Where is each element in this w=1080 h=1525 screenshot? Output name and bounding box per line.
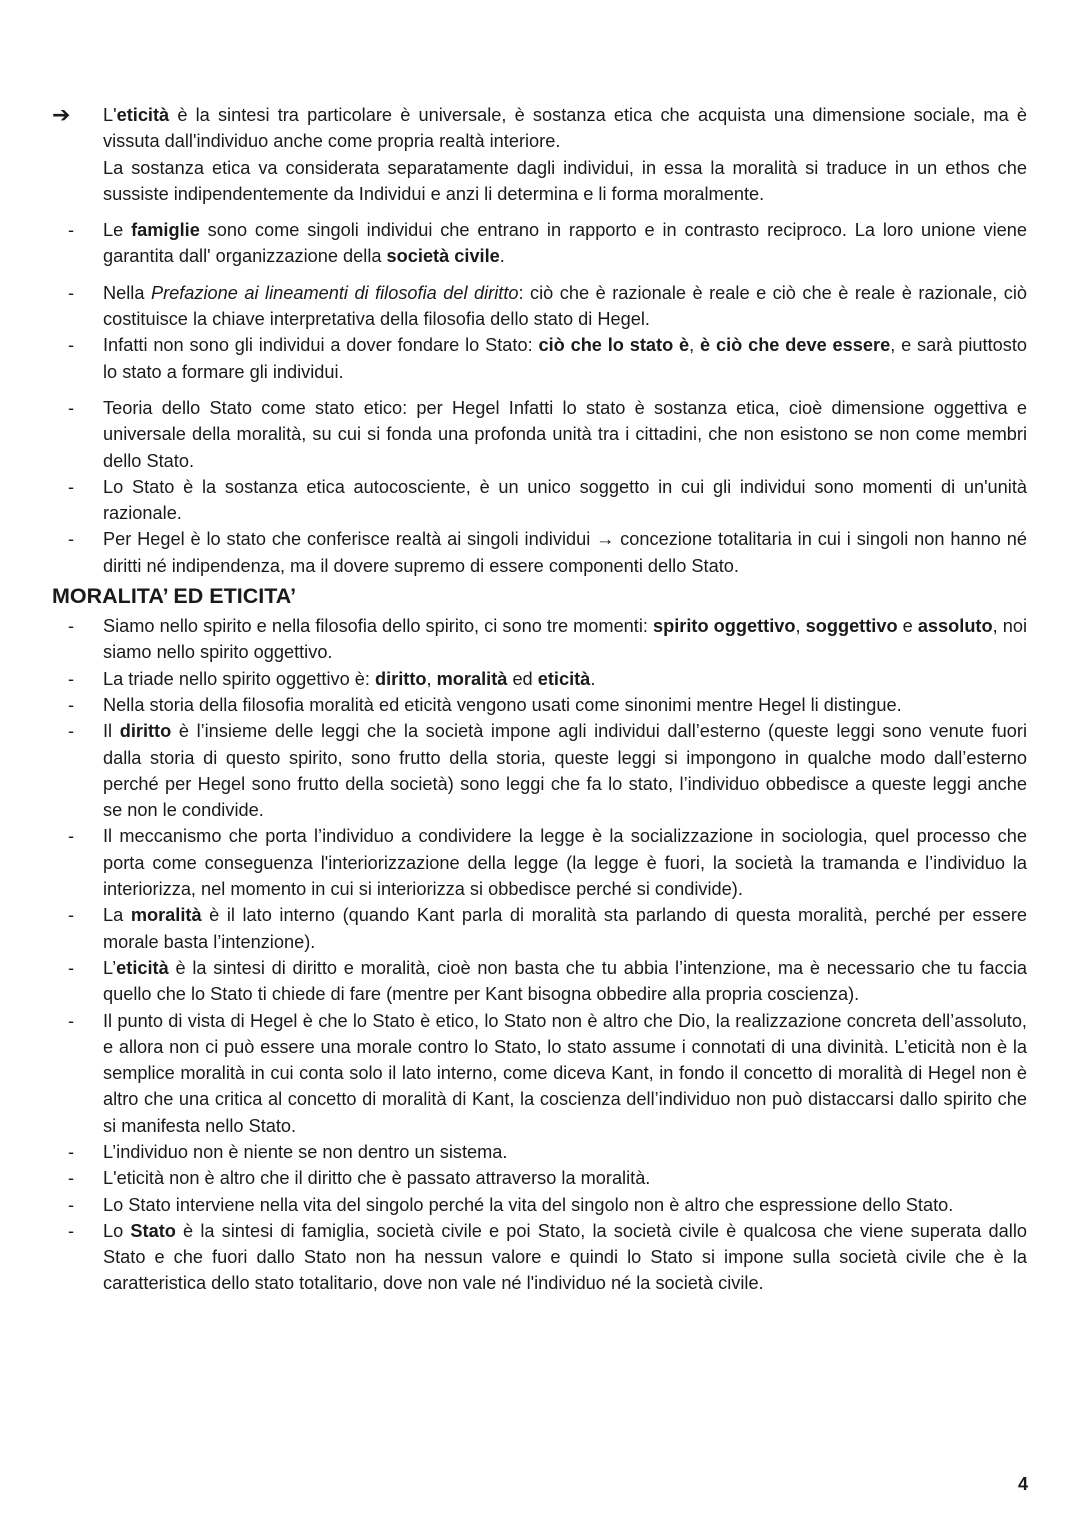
dash-bullet: - bbox=[68, 476, 75, 497]
dash-bullet: - bbox=[68, 957, 75, 978]
list-item bbox=[52, 526, 1027, 579]
bold-text: ciò che lo stato è bbox=[538, 335, 690, 356]
paragraph bbox=[103, 1218, 1027, 1297]
list-item bbox=[52, 613, 1027, 666]
dash-bullet: - bbox=[68, 694, 75, 715]
list-item bbox=[52, 395, 1027, 474]
paragraph bbox=[103, 217, 1027, 270]
text-run: La sostanza etica va considerata separatamente dagli individui, in essa la moralità si traduce in un ethos che sussiste indipendentemente da Individui e anzi li determina e li forma moralmente. bbox=[103, 157, 1027, 204]
list-item bbox=[52, 280, 1027, 333]
paragraph bbox=[103, 155, 1027, 208]
list-item bbox=[52, 666, 1027, 692]
text-run: Teoria dello Stato come stato etico: per Hegel Infatti lo stato è sostanza etica, cioè dimensione oggettiva e universale della moralità, su cui si fonda una profonda unità tra i cittadini, che non esistono se non come membri dello Stato. bbox=[103, 397, 1027, 471]
dash-bullet: - bbox=[68, 1010, 75, 1031]
bold-text: diritto bbox=[119, 721, 172, 742]
page-content bbox=[52, 102, 1027, 1297]
text-run: Infatti non sono gli individui a dover fondare lo Stato: bbox=[103, 335, 539, 356]
text-run: e bbox=[897, 616, 918, 637]
text-run: Nella bbox=[103, 282, 151, 303]
text-run: , noi siamo nello spirito oggettivo. bbox=[103, 616, 1027, 663]
text-run: è la sintesi tra particolare è universale, è sostanza etica che acquista una dimensione sociale, ma è vissuta dall'individuo anche come propria realtà interiore. bbox=[103, 105, 1027, 152]
bold-text: è ciò che deve essere bbox=[700, 335, 891, 356]
notes-section-moralita-eticita bbox=[52, 613, 1027, 1297]
section-heading: MORALITA’ ED ETICITA’ bbox=[52, 584, 297, 609]
list-item bbox=[52, 1165, 1027, 1191]
list-item bbox=[52, 823, 1027, 902]
bold-text: Stato bbox=[130, 1220, 176, 1241]
text-run: : ciò che è razionale è reale e ciò che è reale è razionale, ciò costituisce la chiave interpretativa della filosofia dello stato di Hegel. bbox=[103, 282, 1027, 330]
dash-bullet: - bbox=[68, 1220, 75, 1241]
list-item bbox=[52, 1218, 1027, 1297]
text-run: sono come singoli individui che entrano in rapporto e in contrasto reciproco. La loro unione viene garantita dall' organizzazione della bbox=[103, 220, 1027, 267]
text-run: L’ bbox=[103, 957, 117, 978]
list-item bbox=[52, 332, 1027, 385]
text-run: L' bbox=[103, 105, 117, 125]
dash-bullet: - bbox=[68, 721, 75, 742]
dash-bullet: - bbox=[68, 826, 75, 847]
paragraph bbox=[103, 718, 1027, 823]
bold-text: famiglie bbox=[131, 220, 200, 241]
list-item bbox=[52, 1139, 1027, 1165]
text-run: Lo Stato interviene nella vita del singolo perché la vita del singolo non è altro che espressione dello Stato. bbox=[103, 1194, 954, 1215]
paragraph bbox=[103, 526, 1027, 579]
text-run: . bbox=[499, 246, 505, 267]
text-run: La bbox=[103, 905, 131, 926]
bold-text: moralità bbox=[130, 905, 202, 926]
text-run: L'eticità non è altro che il diritto che è passato attraverso la moralità. bbox=[103, 1168, 651, 1189]
paragraph bbox=[103, 1139, 1027, 1165]
bold-text: società civile bbox=[386, 246, 500, 267]
bold-text: diritto bbox=[374, 668, 427, 689]
text-run: , bbox=[795, 616, 806, 637]
paragraph bbox=[103, 280, 1027, 333]
italic-text: Prefazione ai lineamenti di filosofia del diritto bbox=[150, 282, 519, 303]
dash-bullet: - bbox=[68, 1141, 75, 1162]
text-run: Il meccanismo che porta l’individuo a condividere la legge è la socializzazione in sociologia, quel processo che porta come conseguenza l'interiorizzazione della legge (la legge è fuori, la società la tramanda e l’individuo la interiorizza, nel momento in cui si interiorizza si obbedisce perché si condivide). bbox=[103, 826, 1027, 900]
text-run: , bbox=[689, 335, 701, 356]
page-number: 4 bbox=[1017, 1474, 1028, 1494]
arrow-bullet-icon: ➔ bbox=[52, 102, 71, 127]
paragraph bbox=[103, 474, 1027, 527]
dash-bullet: - bbox=[68, 616, 75, 637]
dash-bullet: - bbox=[68, 220, 75, 241]
list-item bbox=[52, 1192, 1027, 1218]
bold-text: assoluto bbox=[917, 616, 993, 637]
dash-bullet: - bbox=[68, 335, 75, 356]
text-run: . bbox=[590, 668, 596, 689]
list-item bbox=[52, 474, 1027, 527]
paragraph bbox=[103, 613, 1027, 666]
text-run: La triade nello spirito oggettivo è: bbox=[103, 668, 375, 689]
dash-bullet: - bbox=[68, 668, 75, 689]
text-run: , bbox=[426, 668, 437, 689]
bold-text: eticità bbox=[116, 957, 169, 978]
text-run: Il bbox=[103, 721, 120, 742]
paragraph bbox=[103, 823, 1027, 902]
paragraph bbox=[103, 1192, 1027, 1218]
notes-section-stato bbox=[52, 102, 1027, 579]
text-run: è la sintesi di diritto e moralità, cioè non basta che tu abbia l’intenzione, ma è necessario che tu faccia quello che lo Stato ti chiede di fare (mentre per Kant bisogna obbedire alla propria coscienza). bbox=[103, 957, 1027, 1005]
list-item bbox=[52, 955, 1027, 1008]
paragraph bbox=[103, 332, 1027, 385]
list-item bbox=[52, 902, 1027, 955]
dash-bullet: - bbox=[68, 397, 75, 418]
text-run: Siamo nello spirito e nella filosofia dello spirito, ci sono tre momenti: bbox=[103, 616, 654, 637]
list-item bbox=[52, 1008, 1027, 1139]
bold-text: moralità bbox=[436, 668, 508, 689]
text-run: è il lato interno (quando Kant parla di moralità sta parlando di questa moralità, perché per essere morale basta l’intenzione). bbox=[103, 905, 1027, 952]
list-item bbox=[52, 217, 1027, 270]
text-run: Il punto di vista di Hegel è che lo Stato è etico, lo Stato non è altro che Dio, la realizzazione concreta dell’assoluto, e allora non ci può essere una morale contro lo Stato, lo stato assume i connotati di una divinità. L’eticità non è la semplice moralità in cui conta solo il lato interno, come diceva Kant, in fondo il concetto di moralità di Hegel non è altro che una critica al concetto di moralità di Kant, la coscienza dell’individuo non può distaccarsi dallo spirito che si manifesta nello Stato. bbox=[103, 1010, 1027, 1136]
list-item bbox=[52, 102, 1027, 207]
text-run: ed bbox=[507, 668, 538, 689]
paragraph bbox=[103, 955, 1027, 1008]
text-run: è la sintesi di famiglia, società civile e poi Stato, la società civile è qualcosa che viene superata dallo Stato e che fuori dallo Stato non ha nessun valore e quindi lo Stato si impone sulla società civile che è la caratteristica dello stato totalitario, dove non vale né l'individuo né la società civile. bbox=[103, 1220, 1027, 1294]
paragraph bbox=[103, 666, 1027, 692]
bold-text: eticità bbox=[116, 105, 170, 125]
paragraph bbox=[103, 692, 1027, 718]
text-run: Nella storia della filosofia moralità ed eticità vengono usati come sinonimi mentre Hegel li distingue. bbox=[103, 694, 902, 715]
paragraph bbox=[103, 902, 1027, 955]
bold-text: eticità bbox=[537, 668, 591, 689]
dash-bullet: - bbox=[68, 905, 75, 926]
text-run: Per Hegel è lo stato che conferisce realtà ai singoli individui → concezione totalitaria in cui i singoli non hanno né diritti né indipendenza, ma il dovere supremo di essere componenti dello Stato. bbox=[103, 529, 1027, 576]
paragraph bbox=[103, 1008, 1027, 1139]
text-run: Lo bbox=[103, 1220, 131, 1241]
text-run: Le bbox=[103, 220, 132, 241]
list-item bbox=[52, 692, 1027, 718]
dash-bullet: - bbox=[68, 1168, 75, 1189]
paragraph bbox=[103, 395, 1027, 474]
text-run: è l’insieme delle leggi che la società impone agli individui dall’esterno (queste leggi sono venute fuori dalla storia di questo spirito, sono frutto della storia, queste leggi si impongono in qualche modo dall’esterno perché per Hegel sono frutto della società) sono leggi che fa lo stato, l’individuo obbedisce a queste leggi anche se non le condivide. bbox=[103, 721, 1027, 821]
text-run: Lo Stato è la sostanza etica autocosciente, è un unico soggetto in cui gli individui sono momenti di un'unità razionale. bbox=[103, 476, 1027, 524]
bold-text: soggettivo bbox=[805, 616, 898, 637]
text-run: L’individuo non è niente se non dentro un sistema. bbox=[103, 1141, 508, 1162]
bold-text: spirito oggettivo bbox=[653, 616, 796, 637]
dash-bullet: - bbox=[68, 282, 75, 303]
paragraph bbox=[103, 102, 1027, 155]
dash-bullet: - bbox=[68, 529, 75, 550]
paragraph bbox=[103, 1165, 1027, 1191]
text-run: , e sarà piuttosto lo stato a formare gli individui. bbox=[103, 335, 1027, 382]
dash-bullet: - bbox=[68, 1194, 75, 1215]
list-item bbox=[52, 718, 1027, 823]
